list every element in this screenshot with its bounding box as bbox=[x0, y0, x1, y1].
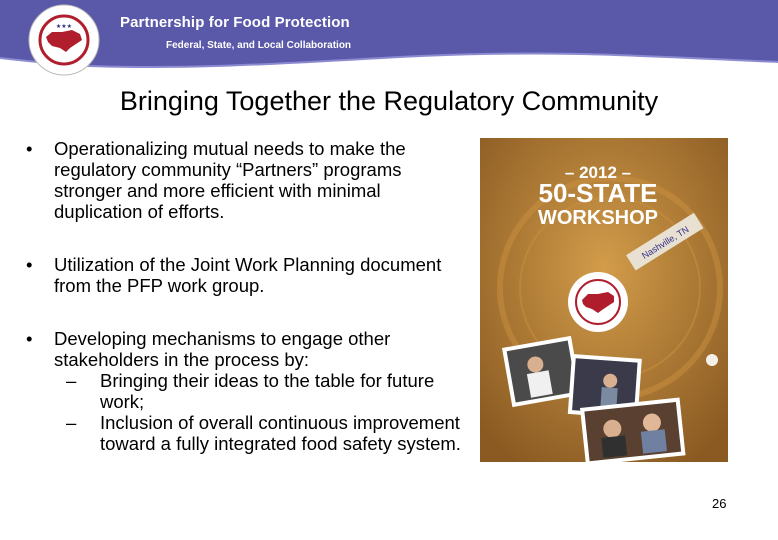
bullet-item bbox=[24, 328, 474, 454]
sub-bullet-text: Inclusion of overall continuous improvement toward a fully integrated food safety system. bbox=[100, 412, 461, 454]
bullet-dot-icon: • bbox=[26, 138, 33, 159]
org-subtitle: Federal, State, and Local Collaboration bbox=[166, 40, 352, 51]
sub-bullet-text: Bringing their ideas to the table for future work; bbox=[100, 370, 435, 412]
bullet-list bbox=[24, 138, 474, 454]
workshop-poster-image bbox=[480, 138, 728, 462]
bullet-text: Utilization of the Joint Work Planning document from the PFP work group. bbox=[54, 254, 442, 296]
header-band bbox=[0, 0, 778, 80]
bullet-item bbox=[24, 254, 474, 296]
sub-bullet-item bbox=[66, 412, 474, 454]
bullet-item bbox=[24, 138, 474, 222]
bullet-dot-icon: • bbox=[26, 328, 33, 349]
org-title: Partnership for Food Protection bbox=[120, 14, 350, 31]
poster-title-line2: WORKSHOP bbox=[538, 207, 658, 229]
poster-title-line1: 50-STATE bbox=[538, 178, 658, 208]
sub-bullet-item bbox=[66, 370, 474, 412]
pfp-logo bbox=[26, 4, 102, 76]
dash-icon: – bbox=[66, 412, 77, 433]
bullet-dot-icon: • bbox=[26, 254, 33, 275]
bullet-text: Developing mechanisms to engage other stakeholders in the process by: bbox=[54, 328, 391, 370]
svg-text:★★★: ★★★ bbox=[55, 23, 73, 30]
page-number: 26 bbox=[712, 496, 727, 511]
bullet-text: Operationalizing mutual needs to make the regulatory community “Partners” programs stronger and more efficient with minimal duplication of efforts. bbox=[54, 138, 406, 222]
poster-banner-text: Nashville, TN bbox=[640, 224, 691, 261]
slide-title: Bringing Together the Regulatory Community bbox=[119, 86, 659, 116]
poster-year: – 2012 – bbox=[564, 163, 632, 182]
dash-icon: – bbox=[66, 370, 77, 391]
